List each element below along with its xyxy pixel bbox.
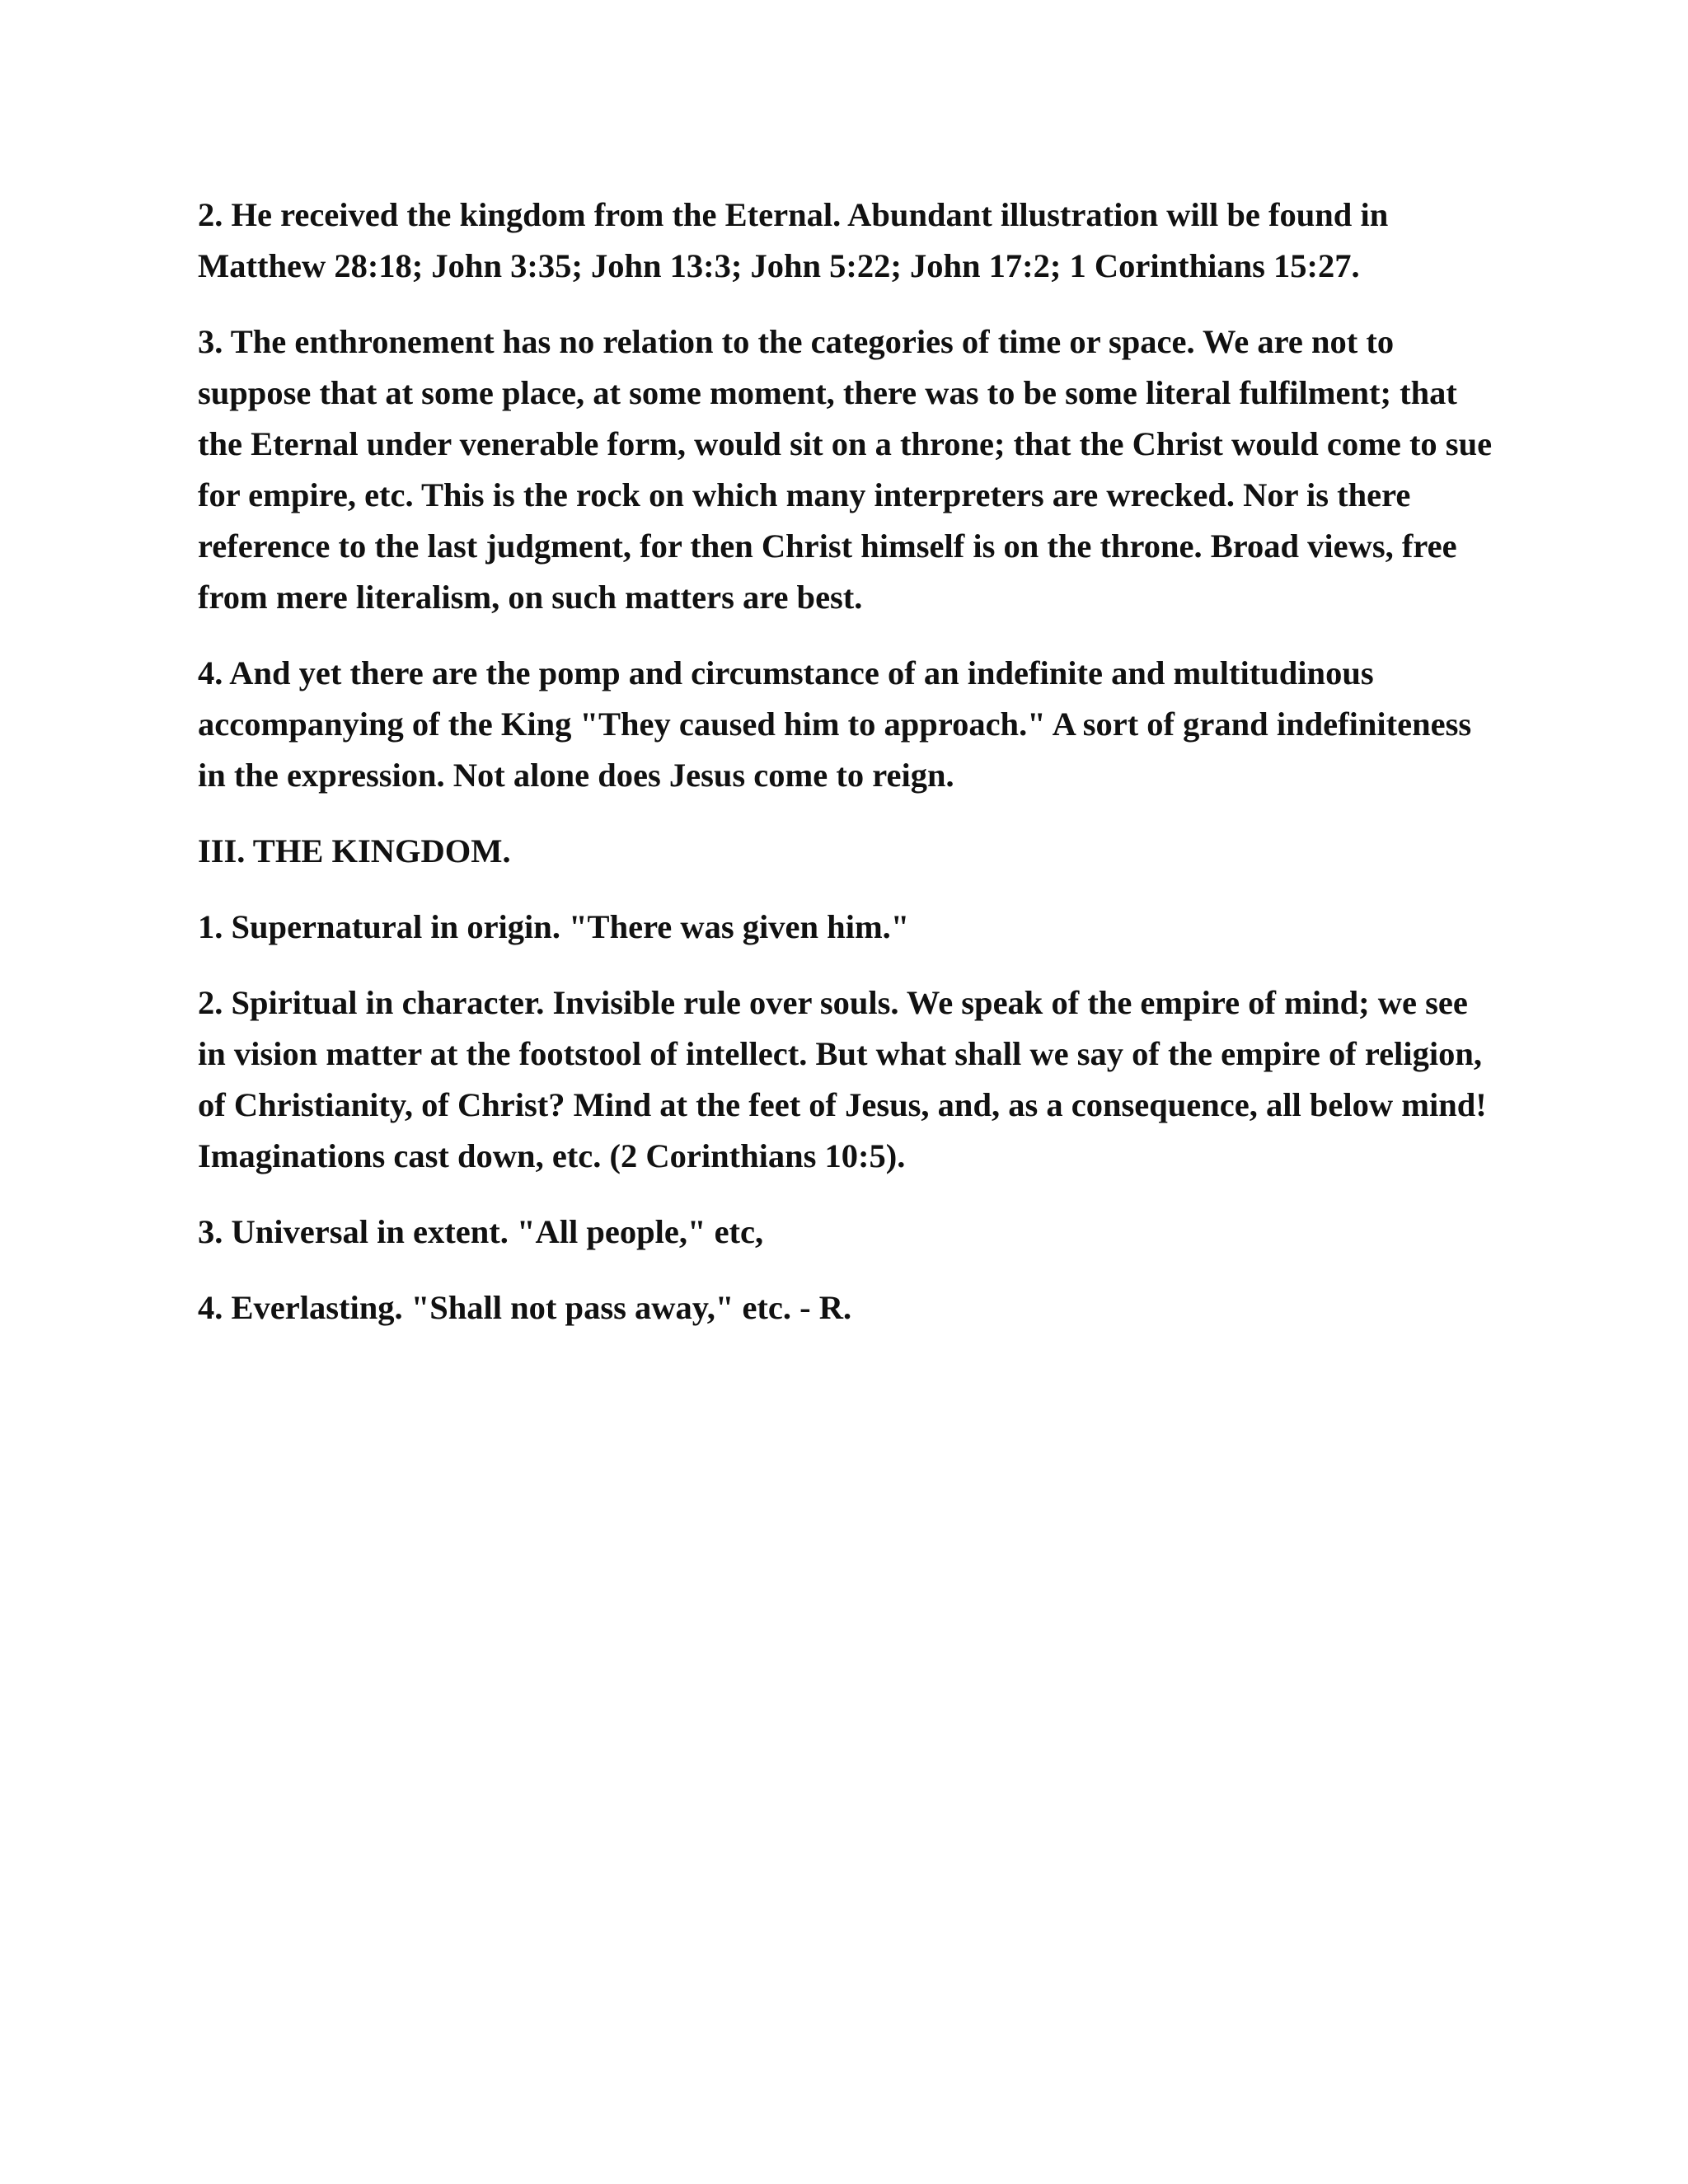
paragraph-pomp-circumstance: 4. And yet there are the pomp and circumstance of an indefinite and multitudinous accompanying of the King "They caused him to approach." A sort of grand indefiniteness in the expression. Not alone does Jesus come to reign. (198, 654, 1472, 794)
paragraph-received-kingdom: 2. He received the kingdom from the Eternal. Abundant illustration will be found in Matthew 28:18; John 3:35; John 13:3; John 5:22; John 17:2; 1 Corinthians 15:27. (198, 196, 1389, 284)
paragraph-enthronement: 3. The enthronement has no relation to the categories of time or space. We are not to suppose that at some place, at some moment, there was to be some literal fulfilment; that the Eternal under venerable form, would sit on a throne; that the Christ would come to sue for empire, etc. This is the rock on which many interpreters are wrecked. Nor is there reference to the last judgment, for then Christ himself is on the throne. Broad views, free from mere literalism, on such matters are best. (198, 323, 1493, 616)
paragraph-universal: 3. Universal in extent. "All people," etc, (198, 1213, 764, 1250)
paragraph-supernatural: 1. Supernatural in origin. "There was given him." (198, 908, 910, 945)
paragraph-everlasting: 4. Everlasting. "Shall not pass away," etc. - R. (198, 1289, 852, 1326)
document-page (198, 190, 1500, 1358)
section-heading-the-kingdom: III. THE KINGDOM. (198, 832, 511, 869)
paragraph-spiritual: 2. Spiritual in character. Invisible rule over souls. We speak of the empire of mind; we see in vision matter at the footstool of intellect. But what shall we say of the empire of religion, of Christianity, of Christ? Mind at the feet of Jesus, and, as a consequence, all below mind! Imaginations cast down, etc. (2 Corinthians 10:5). (198, 984, 1487, 1174)
